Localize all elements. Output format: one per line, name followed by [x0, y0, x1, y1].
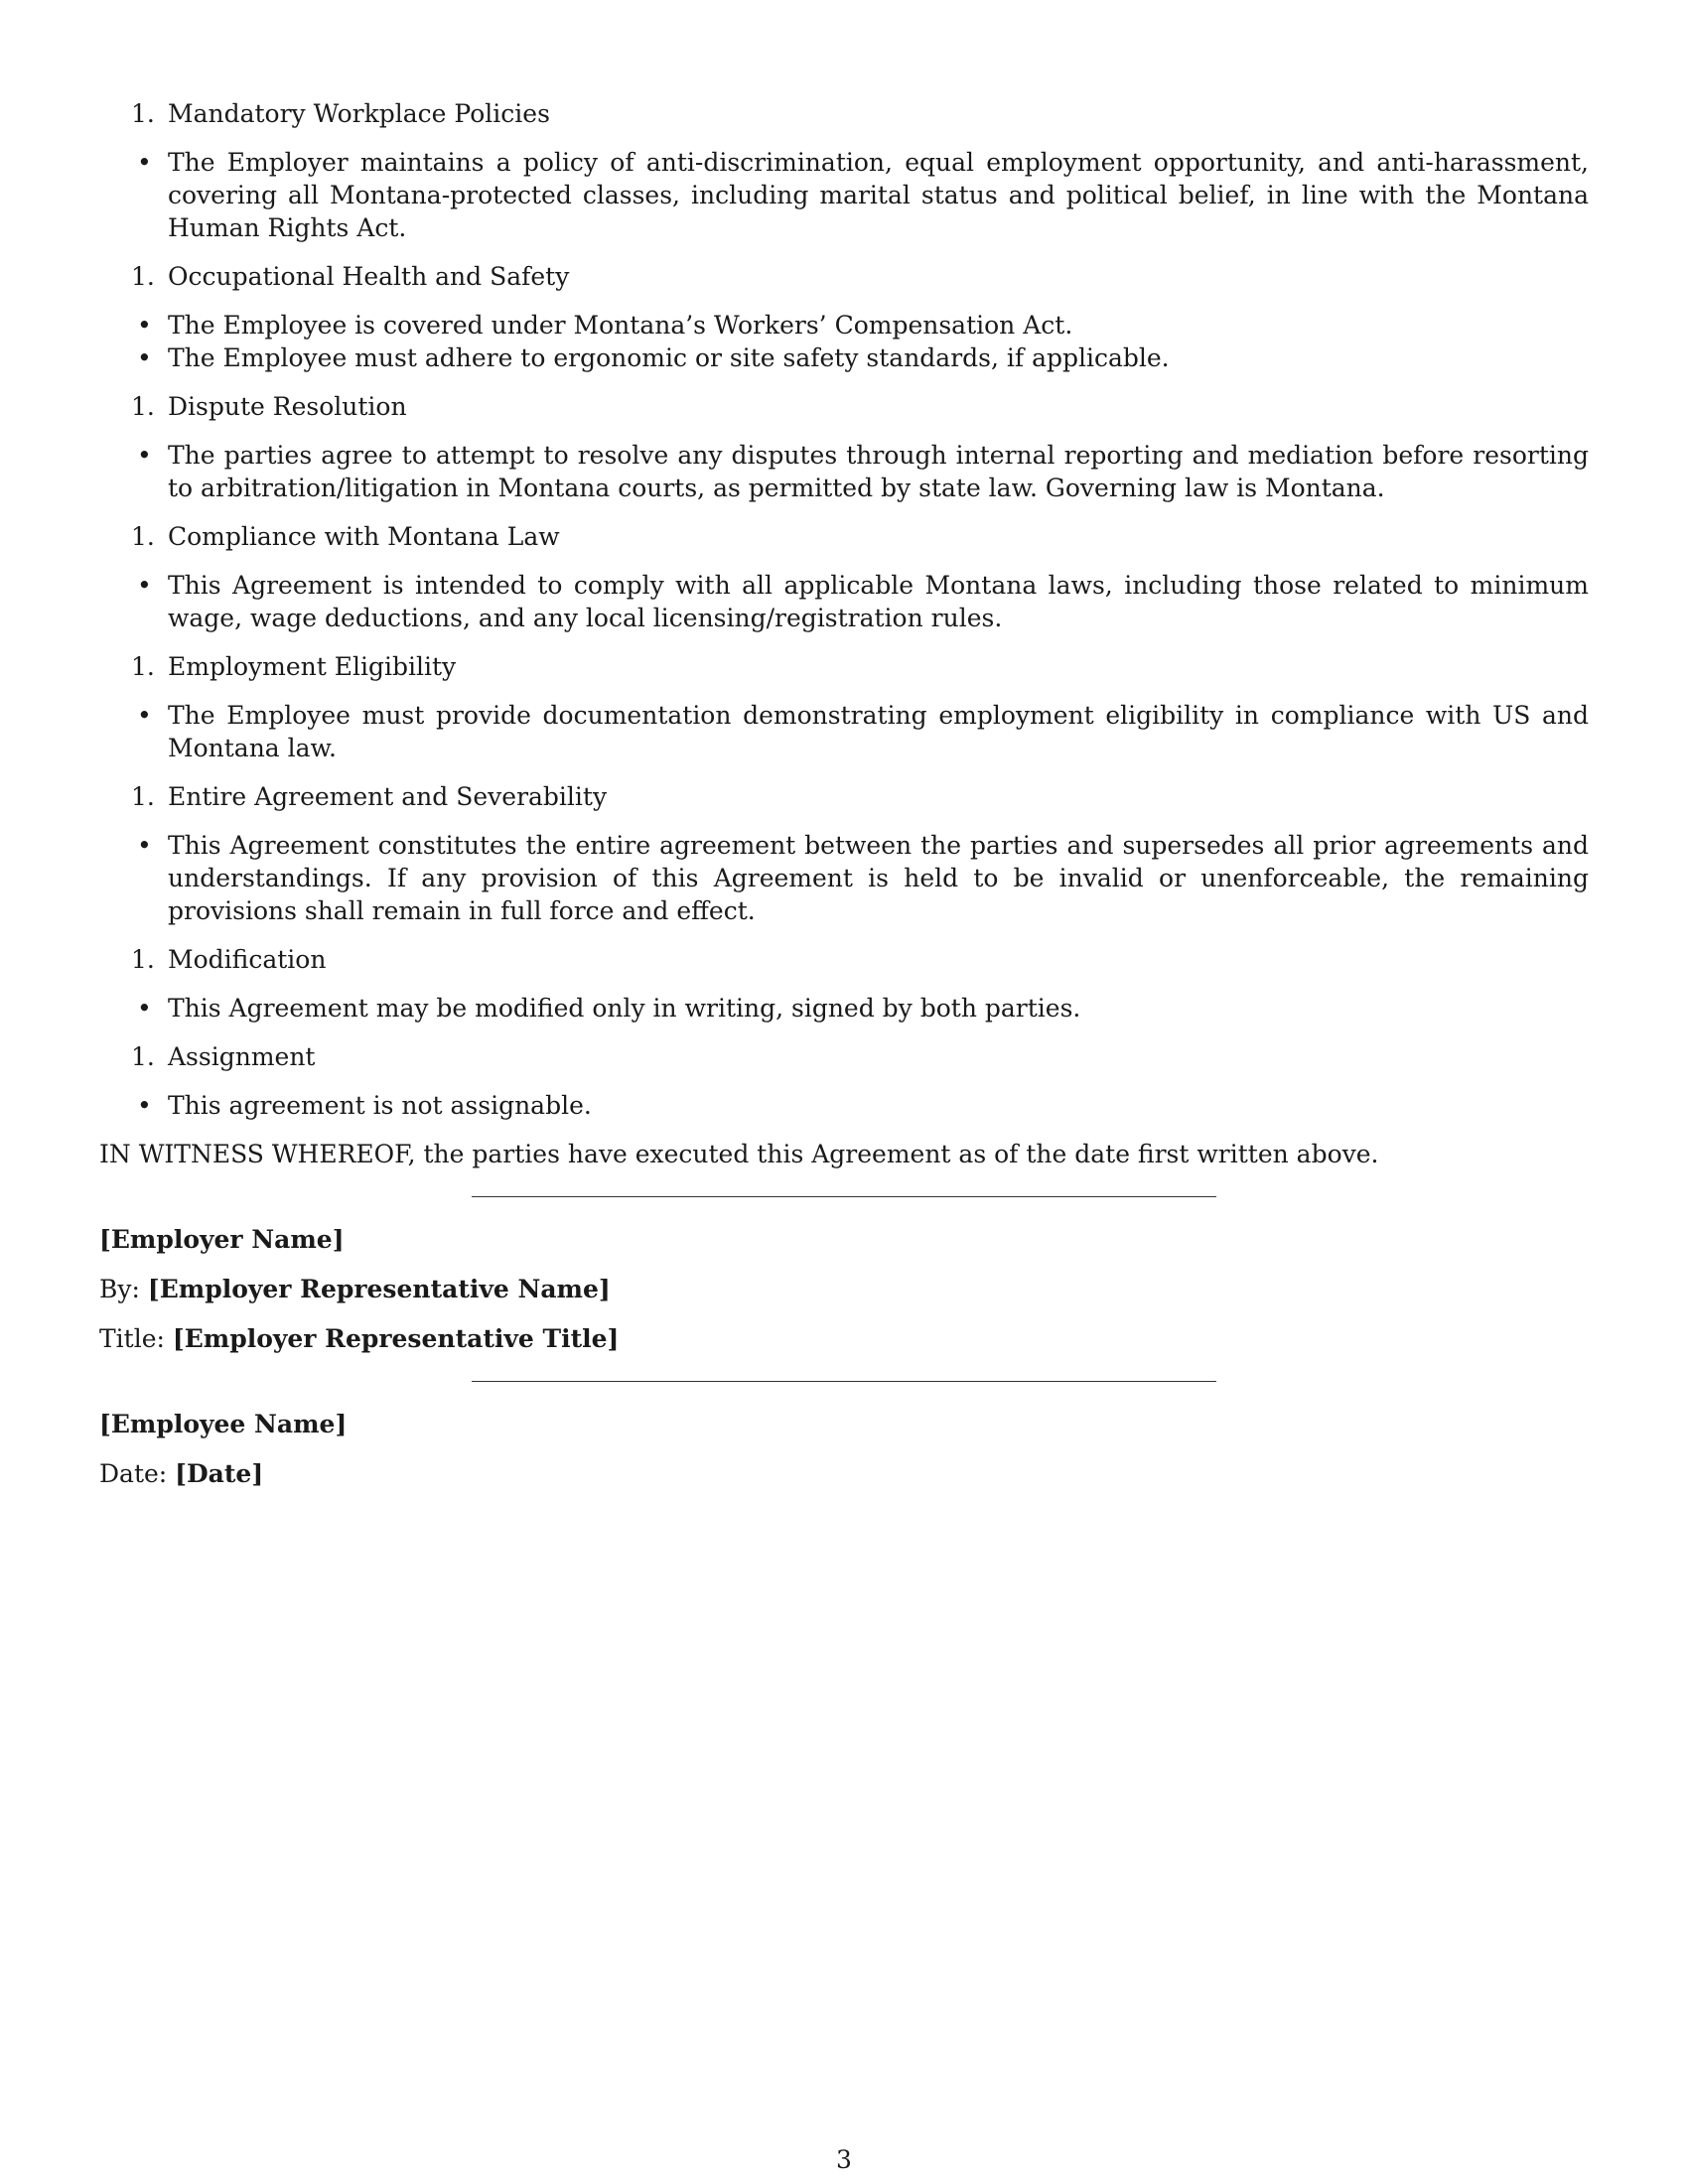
section-heading	[99, 1040, 1589, 1073]
section-number: 1.	[131, 652, 155, 681]
section-title: Entire Agreement and Severability	[168, 782, 608, 811]
employer-by-row	[99, 1273, 1589, 1305]
section-heading	[99, 780, 1589, 813]
date-label: Date:	[99, 1459, 176, 1488]
section-number: 1.	[131, 262, 155, 291]
section-bullet-list	[99, 829, 1589, 927]
section-title: Employment Eligibility	[168, 652, 457, 681]
employee-name-row	[99, 1408, 1589, 1440]
section-title: Compliance with Montana Law	[168, 522, 560, 551]
section-heading	[99, 97, 1589, 130]
section-title: Mandatory Workplace Policies	[168, 99, 550, 128]
document-page	[99, 97, 1589, 1507]
employer-representative-name: [Employer Representative Name]	[147, 1275, 611, 1303]
bullet-item: • This Agreement may be modified only in writing, signed by both parties.	[99, 992, 1589, 1024]
employee-name: [Employee Name]	[99, 1410, 348, 1438]
section-number: 1.	[131, 99, 155, 128]
employer-representative-title: [Employer Representative Title]	[172, 1324, 620, 1353]
section-heading	[99, 650, 1589, 683]
bullet-item: • The parties agree to attempt to resolve any disputes through internal reporting and mediation before resorting to arbitration/litigation in Montana courts, as permitted by state law. Governing law is Montana.	[99, 439, 1589, 504]
section-title: Dispute Resolution	[168, 392, 407, 421]
section-title: Modification	[168, 945, 327, 974]
section-number: 1.	[131, 945, 155, 974]
section-bullet-list	[99, 569, 1589, 634]
employer-name: [Employer Name]	[99, 1225, 345, 1254]
section-bullet-list	[99, 146, 1589, 244]
employer-name-row	[99, 1223, 1589, 1256]
section-heading	[99, 520, 1589, 553]
section-heading	[99, 390, 1589, 423]
section-bullet-list	[99, 992, 1589, 1024]
witness-clause: IN WITNESS WHEREOF, the parties have executed this Agreement as of the date first written above.	[99, 1140, 1379, 1168]
employee-signature-line	[472, 1381, 1216, 1382]
section-number: 1.	[131, 522, 155, 551]
bullet-item: • This Agreement constitutes the entire agreement between the parties and supersedes all prior agreements and understandings. If any provision of this Agreement is held to be invalid or unenforceable, the remaining provisions shall remain in full force and effect.	[99, 829, 1589, 927]
page-number: 3	[836, 2145, 852, 2174]
section-bullet-list	[99, 309, 1589, 374]
by-label: By:	[99, 1275, 148, 1303]
section-bullet-list	[99, 439, 1589, 504]
section-number: 1.	[131, 392, 155, 421]
section-heading	[99, 943, 1589, 976]
section-heading	[99, 260, 1589, 293]
bullet-item: • The Employer maintains a policy of anti-discrimination, equal employment opportunity, and anti-harassment, covering all Montana-protected classes, including marital status and political belief, in line with the Montana Human Rights Act.	[99, 146, 1589, 244]
bullet-item: • This Agreement is intended to comply with all applicable Montana laws, including those related to minimum wage, wage deductions, and any local licensing/registration rules.	[99, 569, 1589, 634]
date-row	[99, 1457, 1589, 1490]
sections-container	[99, 97, 1589, 1122]
employer-signature-line	[472, 1196, 1216, 1197]
section-title: Assignment	[168, 1042, 316, 1071]
section-bullet-list	[99, 699, 1589, 764]
section-number: 1.	[131, 1042, 155, 1071]
bullet-item: • The Employee must provide documentation demonstrating employment eligibility in compliance with US and Montana law.	[99, 699, 1589, 764]
bullet-item: • This agreement is not assignable.	[99, 1089, 1589, 1122]
bullet-item: • The Employee must adhere to ergonomic or site safety standards, if applicable.	[99, 341, 1589, 374]
bullet-item: • The Employee is covered under Montana’s Workers’ Compensation Act.	[99, 309, 1589, 341]
employer-title-row	[99, 1322, 1589, 1355]
section-number: 1.	[131, 782, 155, 811]
title-label: Title:	[99, 1324, 173, 1353]
date-value: [Date]	[175, 1459, 264, 1488]
section-bullet-list	[99, 1089, 1589, 1122]
section-title: Occupational Health and Safety	[168, 262, 570, 291]
